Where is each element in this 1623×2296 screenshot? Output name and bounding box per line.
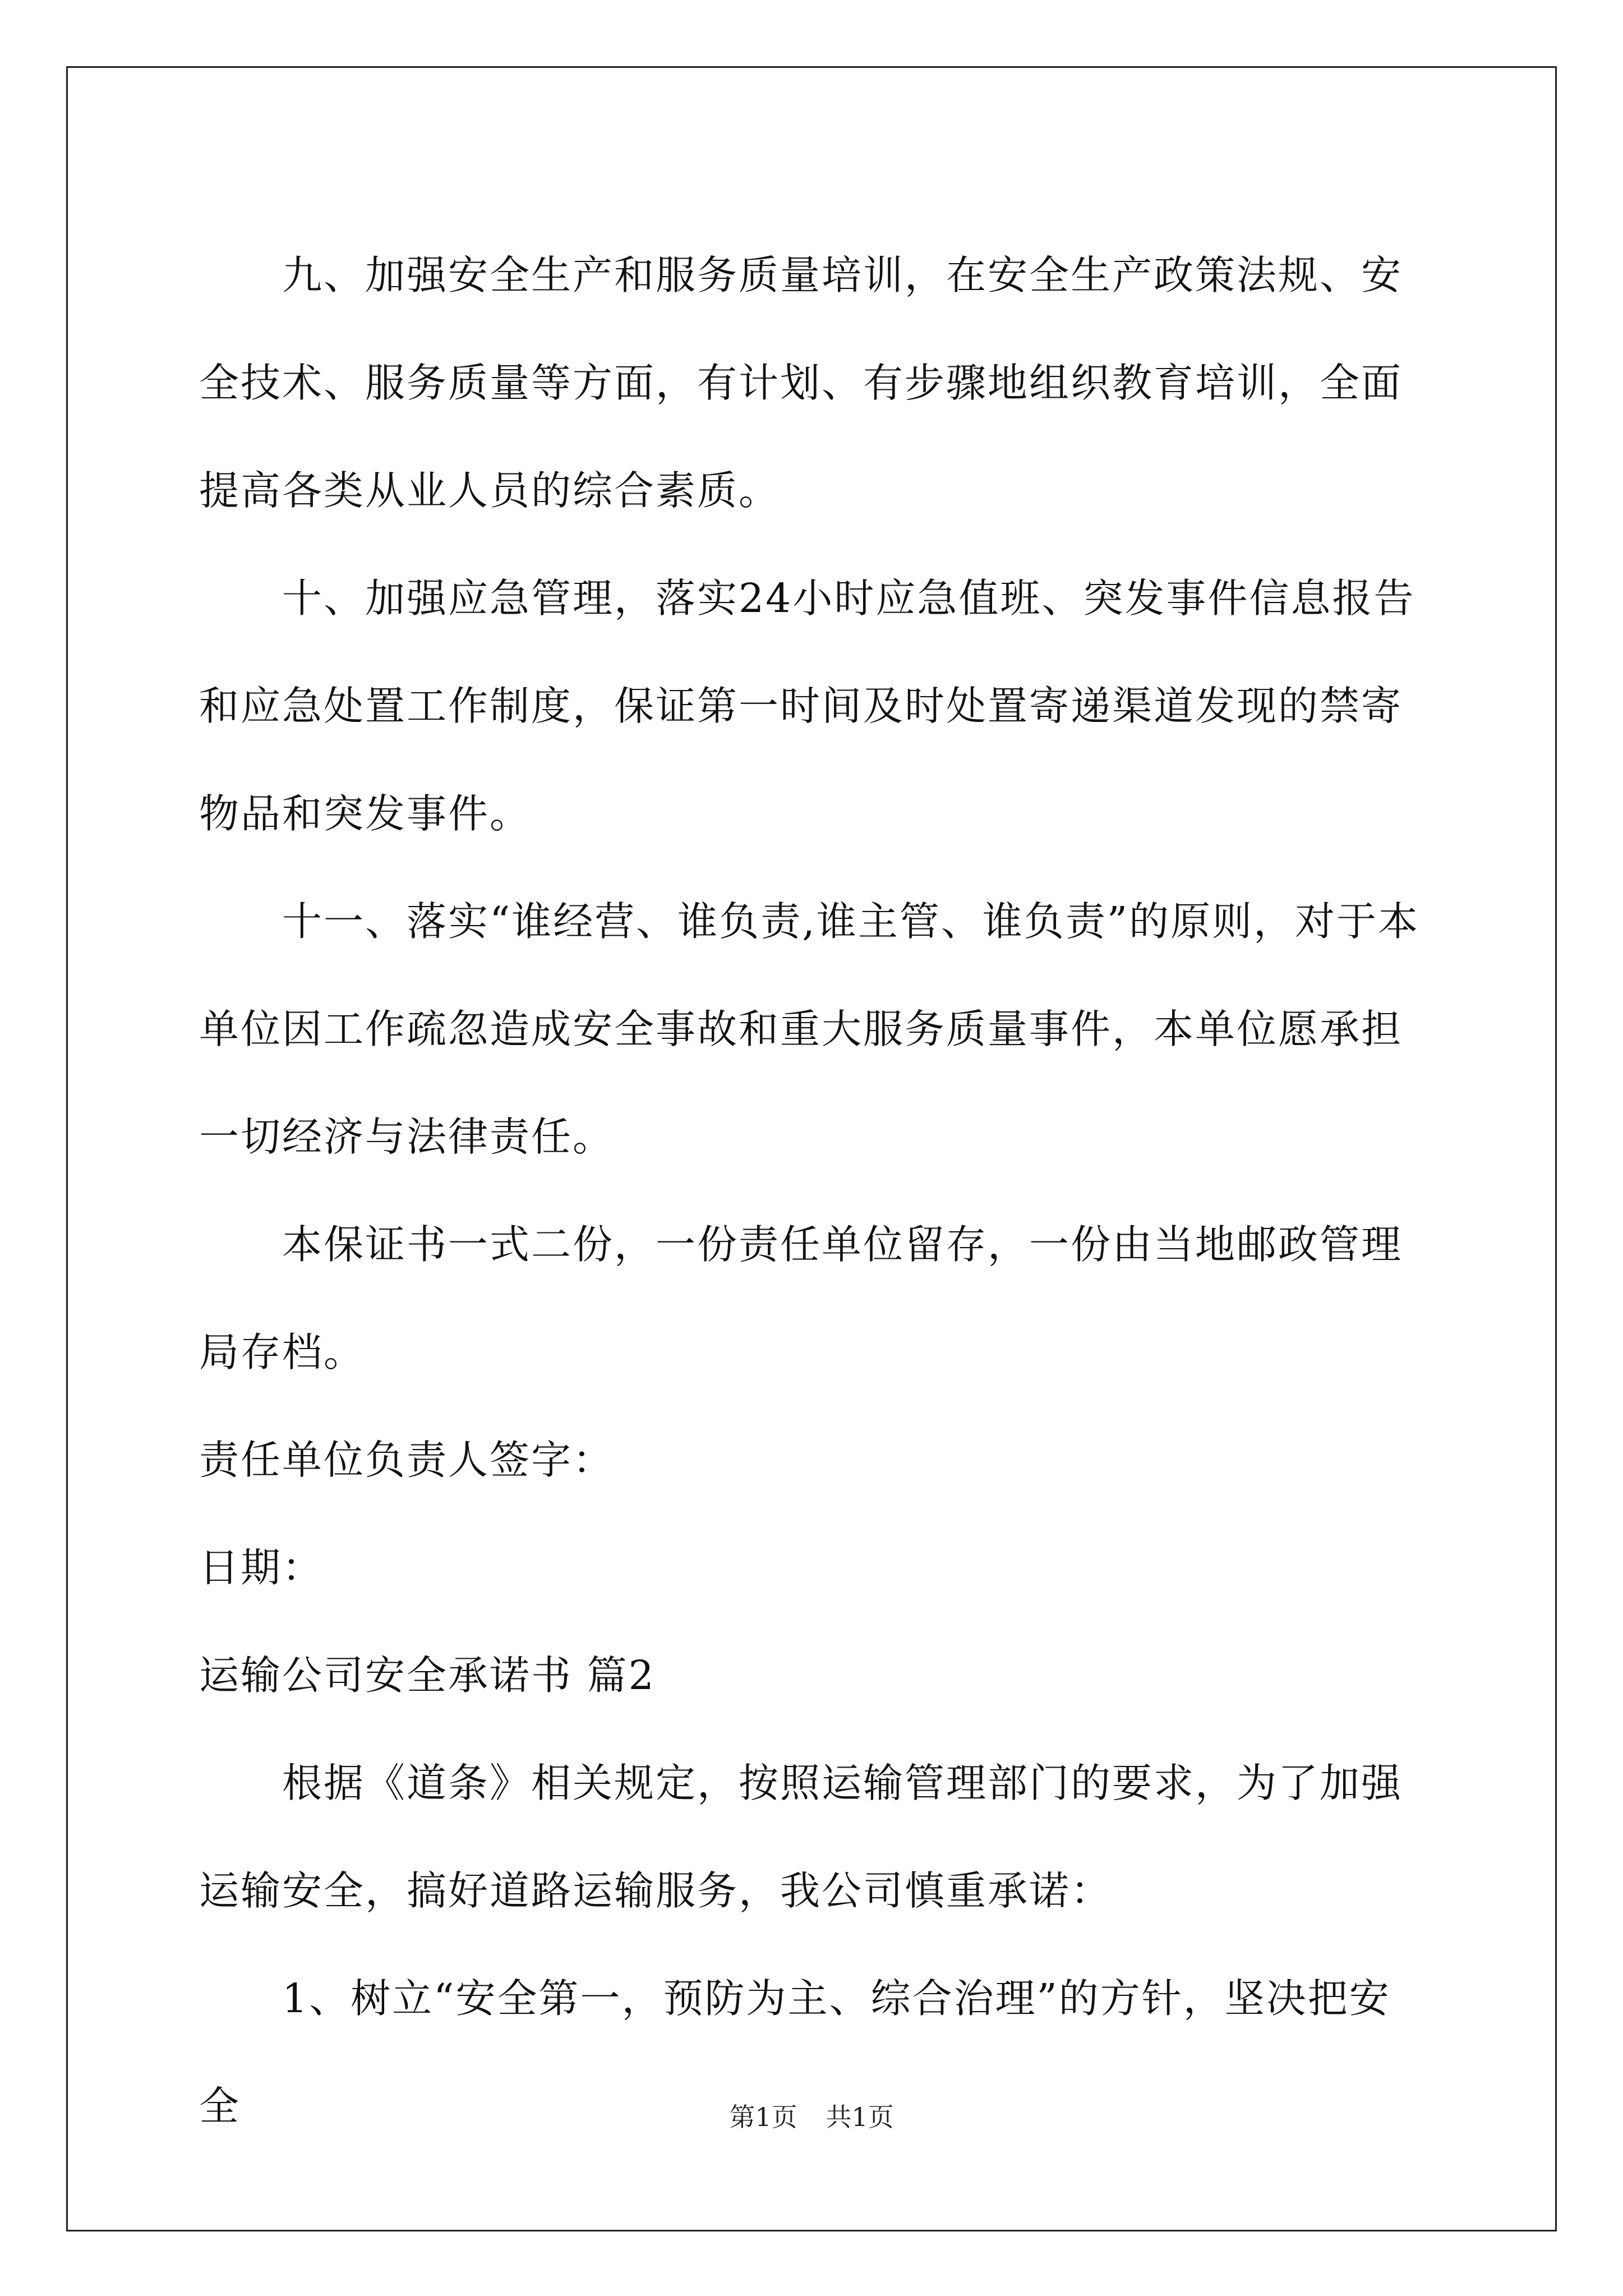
- page-total: 共1页: [826, 2102, 894, 2132]
- page-number: 第1页: [729, 2102, 797, 2132]
- document-body: [199, 222, 1430, 2160]
- section-title: 运输公司安全承诺书 篇2: [199, 1652, 656, 1699]
- paragraph-item-1: 1、树立“安全第一，预防为主、综合治理”的方针，坚决把安全: [199, 1975, 1391, 2129]
- paragraph-intro: 根据《道条》相关规定，按照运输管理部门的要求，为了加强运输安全，搞好道路运输服务，我公司慎重承诺：: [199, 1760, 1403, 1914]
- paragraph-item-10: 十、加强应急管理，落实24小时应急值班、突发事件信息报告和应急处置工作制度，保证第一时间及时处置寄递渠道发现的禁寄物品和突发事件。: [199, 575, 1415, 837]
- signature-line: 责任单位负责人签字：: [199, 1437, 615, 1483]
- paragraph-copies: 本保证书一式二份，一份责任单位留存，一份由当地邮政管理局存档。: [199, 1221, 1403, 1375]
- date-line: 日期：: [199, 1544, 324, 1591]
- page-footer: [0, 2097, 1623, 2134]
- paragraph-item-9: 九、加强安全生产和服务质量培训，在安全生产政策法规、安全技术、服务质量等方面，有计划、有步骤地组织教育培训，全面提高各类从业人员的综合素质。: [199, 252, 1403, 514]
- paragraph-item-11: 十一、落实“谁经营、谁负责,谁主管、谁负责”的原则，对于本单位因工作疏忽造成安全事故和重大服务质量事件，本单位愿承担一切经济与法律责任。: [199, 898, 1420, 1160]
